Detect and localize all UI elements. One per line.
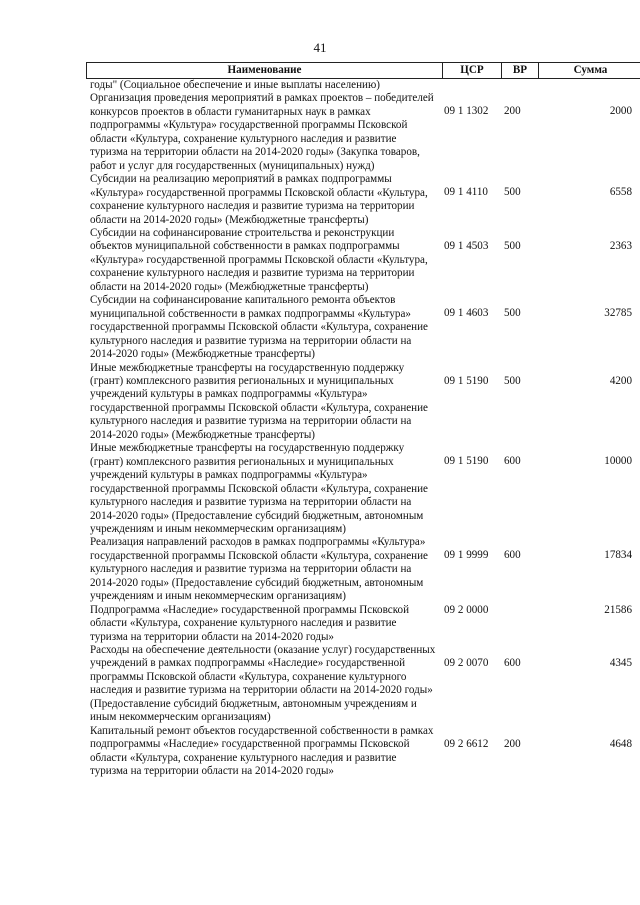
- row-name: годы" (Социальное обеспечение и иные выплаты населению): [90, 79, 380, 91]
- table-body: [86, 79, 640, 779]
- table-row: [86, 79, 640, 92]
- row-csr: 09 2 0000: [444, 603, 489, 616]
- row-name: Расходы на обеспечение деятельности (оказание услуг) государственных учреждений в рамках подпрограммы «Наследие» государственной программы Псковской области «Культура, сохранение культурного наследия и развитие туризма на территории области на 2014-2020 годы» (Предоставление субсидий бюджетным, автономным учреждениям и иным некоммерческим организациям): [90, 644, 436, 724]
- row-name: Капитальный ремонт объектов государственной собственности в рамках подпрограммы «Наследие» государственной программы Псковской области «Культура, сохранение культурного наследия и развитие туризма на территории области на 2014-2020 годы»: [90, 724, 434, 778]
- table-row: [86, 362, 640, 443]
- row-sum: 2363: [609, 239, 632, 252]
- row-csr: 09 1 1302: [444, 105, 489, 118]
- row-sum: 4648: [609, 737, 632, 750]
- row-csr: 09 2 6612: [444, 737, 489, 750]
- row-sum: 10000: [604, 455, 632, 468]
- row-csr: 09 2 0070: [444, 657, 489, 670]
- row-csr: 09 1 4110: [444, 186, 488, 199]
- table-row: [86, 644, 640, 725]
- row-csr: 09 1 4603: [444, 307, 489, 320]
- table-row: [86, 604, 640, 644]
- table-header: [86, 62, 640, 79]
- row-vr: 600: [504, 549, 521, 562]
- row-csr: 09 1 4503: [444, 239, 489, 252]
- header-vr: ВР: [501, 63, 538, 78]
- row-vr: 500: [504, 186, 521, 199]
- row-vr: 600: [504, 455, 521, 468]
- table-row: [86, 227, 640, 294]
- row-name: Субсидии на софинансирование капитального ремонта объектов муниципальной собственности в рамках подпрограммы «Культура» государственной программы Псковской области «Культура, сохранение культурного наследия и развитие туризма на территории области на 2014-2020 годы» (Межбюджетные трансферты): [90, 294, 428, 361]
- row-vr: 200: [504, 737, 521, 750]
- header-sum: Сумма: [538, 63, 640, 78]
- row-vr: 500: [504, 239, 521, 252]
- table-row: [86, 92, 640, 173]
- row-sum: 32785: [604, 307, 632, 320]
- row-name: Субсидии на реализацию мероприятий в рамках подпрограммы «Культура» государственной программы Псковской области «Культура, сохранение культурного наследия и развитие туризма на территории области на 2014-2020 годы» (Межбюджетные трансферты): [90, 173, 428, 226]
- row-name: Организация проведения мероприятий в рамках проектов – победителей конкурсов проектов в области гуманитарных наук в рамках подпрограммы «Культура» государственной программы Псковской области «Культура, сохранение культурного наследия и развитие туризма на территории области на 2014-2020 годы» (Закупка товаров, работ и услуг для государственных (муниципальных) нужд): [90, 92, 434, 172]
- row-sum: [538, 79, 640, 92]
- row-name: Подпрограмма «Наследие» государственной программы Псковской области «Культура, сохранение культурного наследия и развитие туризма на территории области на 2014-2020 годы»: [90, 603, 410, 643]
- row-sum: 4345: [609, 657, 632, 670]
- row-vr: [501, 604, 538, 644]
- row-sum: 6558: [609, 186, 632, 199]
- row-sum: 17834: [604, 549, 632, 562]
- row-name: Субсидии на софинансирование строительства и реконструкции объектов муниципальной собственности в рамках подпрограммы «Культура» государственной программы Псковской области «Культура, сохранение культурного наследия и развитие туризма на территории области на 2014-2020 годы» (Межбюджетные трансферты): [90, 226, 428, 293]
- row-name: Иные межбюджетные трансферты на государственную поддержку (грант) комплексного развития региональных и муниципальных учреждений культуры в рамках подпрограммы «Культура» государственной программы Псковской области «Культура, сохранение культурного наследия и развитие туризма на территории области на 2014-2020 годы» (Предоставление субсидий бюджетным, автономным учреждениям и иным некоммерческим организациям): [90, 442, 428, 535]
- row-name: Реализация направлений расходов в рамках подпрограммы «Культура» государственной программы Псковской области «Культура, сохранение культурного наследия и развитие туризма на территории области на 2014-2020 годы» (Предоставление субсидий бюджетным, автономным учреждениям и иным некоммерческим организациям): [90, 536, 428, 603]
- table-row: [86, 725, 640, 779]
- row-csr: 09 1 5190: [444, 374, 489, 387]
- table-row: [86, 536, 640, 603]
- page-number: 41: [313, 40, 327, 55]
- row-vr: 200: [504, 105, 521, 118]
- row-vr: 500: [504, 374, 521, 387]
- row-csr: [442, 79, 501, 92]
- row-sum: 4200: [609, 374, 632, 387]
- row-csr: 09 1 5190: [444, 455, 489, 468]
- row-vr: 600: [504, 657, 521, 670]
- table-row: [86, 442, 640, 536]
- row-csr: 09 1 9999: [444, 549, 489, 562]
- row-sum: 2000: [609, 105, 632, 118]
- row-name: Иные межбюджетные трансферты на государственную поддержку (грант) комплексного развития региональных и муниципальных учреждений культуры в рамках подпрограммы «Культура» государственной программы Псковской области «Культура, сохранение культурного наследия и развитие туризма на территории области на 2014-2020 годы» (Межбюджетные трансферты): [90, 361, 428, 441]
- header-name: Наименование: [86, 63, 442, 78]
- table-row: [86, 173, 640, 227]
- header-csr: ЦСР: [442, 63, 501, 78]
- table-row: [86, 294, 640, 361]
- row-sum: 21586: [604, 603, 632, 616]
- row-vr: [501, 79, 538, 92]
- budget-table: [86, 62, 640, 779]
- row-vr: 500: [504, 307, 521, 320]
